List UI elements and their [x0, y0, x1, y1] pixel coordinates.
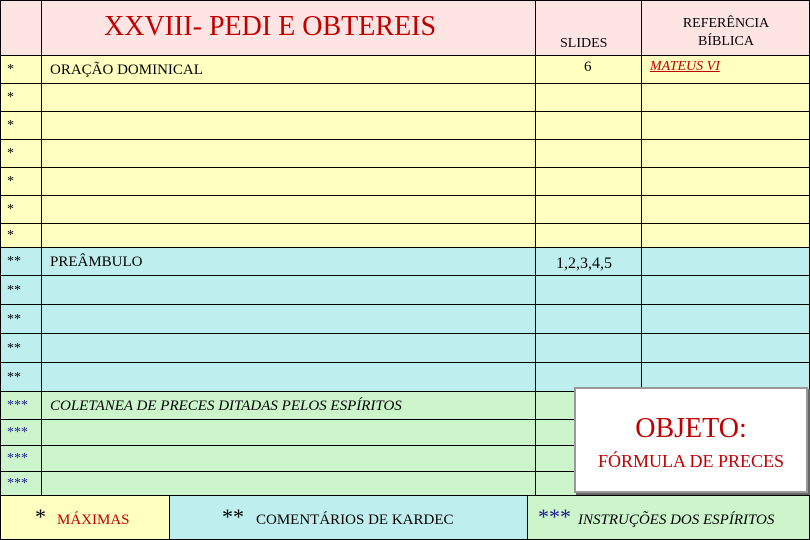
section-3-title: COLETANEA DE PRECES DITADAS PELOS ESPÍRITOS [50, 398, 402, 414]
row-marker: * [7, 146, 14, 161]
legend-maximas-mark: * [35, 504, 46, 529]
object-box [574, 387, 808, 493]
row-marker: ** [7, 283, 21, 298]
row-marker: ** [7, 370, 21, 385]
legend-espiritos-text: INSTRUÇÕES DOS ESPÍRITOS [578, 512, 775, 528]
header-marker-cell [0, 1, 42, 56]
section-1-subrow [0, 84, 810, 112]
legend-kardec-mark: ** [222, 504, 244, 529]
page-title: XXVIII- PEDI E OBTEREIS [104, 11, 437, 42]
row-marker: *** [7, 425, 28, 440]
row-marker: * [7, 90, 14, 105]
section-1-subrow [0, 168, 810, 196]
row-marker: ** [7, 312, 21, 327]
section-2-title: PREÂMBULO [50, 254, 143, 270]
section-1-title: ORAÇÃO DOMINICAL [50, 62, 203, 78]
legend-maximas-text: MÁXIMAS [57, 512, 130, 528]
section-2-marker: ** [7, 254, 21, 269]
header-title-cell [42, 1, 536, 56]
section-1-marker: * [7, 62, 14, 77]
row-marker: *** [7, 451, 28, 466]
legend-espiritos-mark: *** [538, 504, 571, 529]
section-1-subrow [0, 224, 810, 248]
section-1-ref: MATEUS VI [650, 59, 720, 74]
legend-maximas [0, 496, 170, 540]
section-2-slides: 1,2,3,4,5 [556, 255, 612, 272]
row-marker: * [7, 202, 14, 217]
object-subtitle: FÓRMULA DE PRECES [597, 451, 785, 471]
section-2-subrow [0, 276, 810, 305]
header-ref-cell [642, 1, 810, 56]
row-marker: ** [7, 341, 21, 356]
legend-espiritos [528, 496, 810, 540]
section-2-subrow [0, 334, 810, 363]
section-1-row [0, 56, 810, 84]
section-1-subrow [0, 112, 810, 140]
section-1-subrow [0, 196, 810, 224]
section-3-marker: *** [7, 398, 28, 413]
row-marker: * [7, 118, 14, 133]
row-marker: *** [7, 476, 28, 491]
section-1-slides: 6 [584, 59, 592, 75]
legend-row [0, 496, 810, 540]
legend-kardec [170, 496, 528, 540]
row-marker: * [7, 174, 14, 189]
row-marker: * [7, 228, 14, 243]
section-1-subrow [0, 140, 810, 168]
header-slides-cell [536, 1, 642, 56]
object-title: OBJETO: [635, 413, 747, 444]
section-2-subrow [0, 305, 810, 334]
ref-header: REFERÊNCIA BÍBLICA [682, 16, 770, 49]
slides-header: SLIDES [560, 36, 608, 51]
section-2-row [0, 248, 810, 276]
legend-kardec-text: COMENTÁRIOS DE KARDEC [256, 512, 454, 528]
header-row [0, 0, 810, 56]
